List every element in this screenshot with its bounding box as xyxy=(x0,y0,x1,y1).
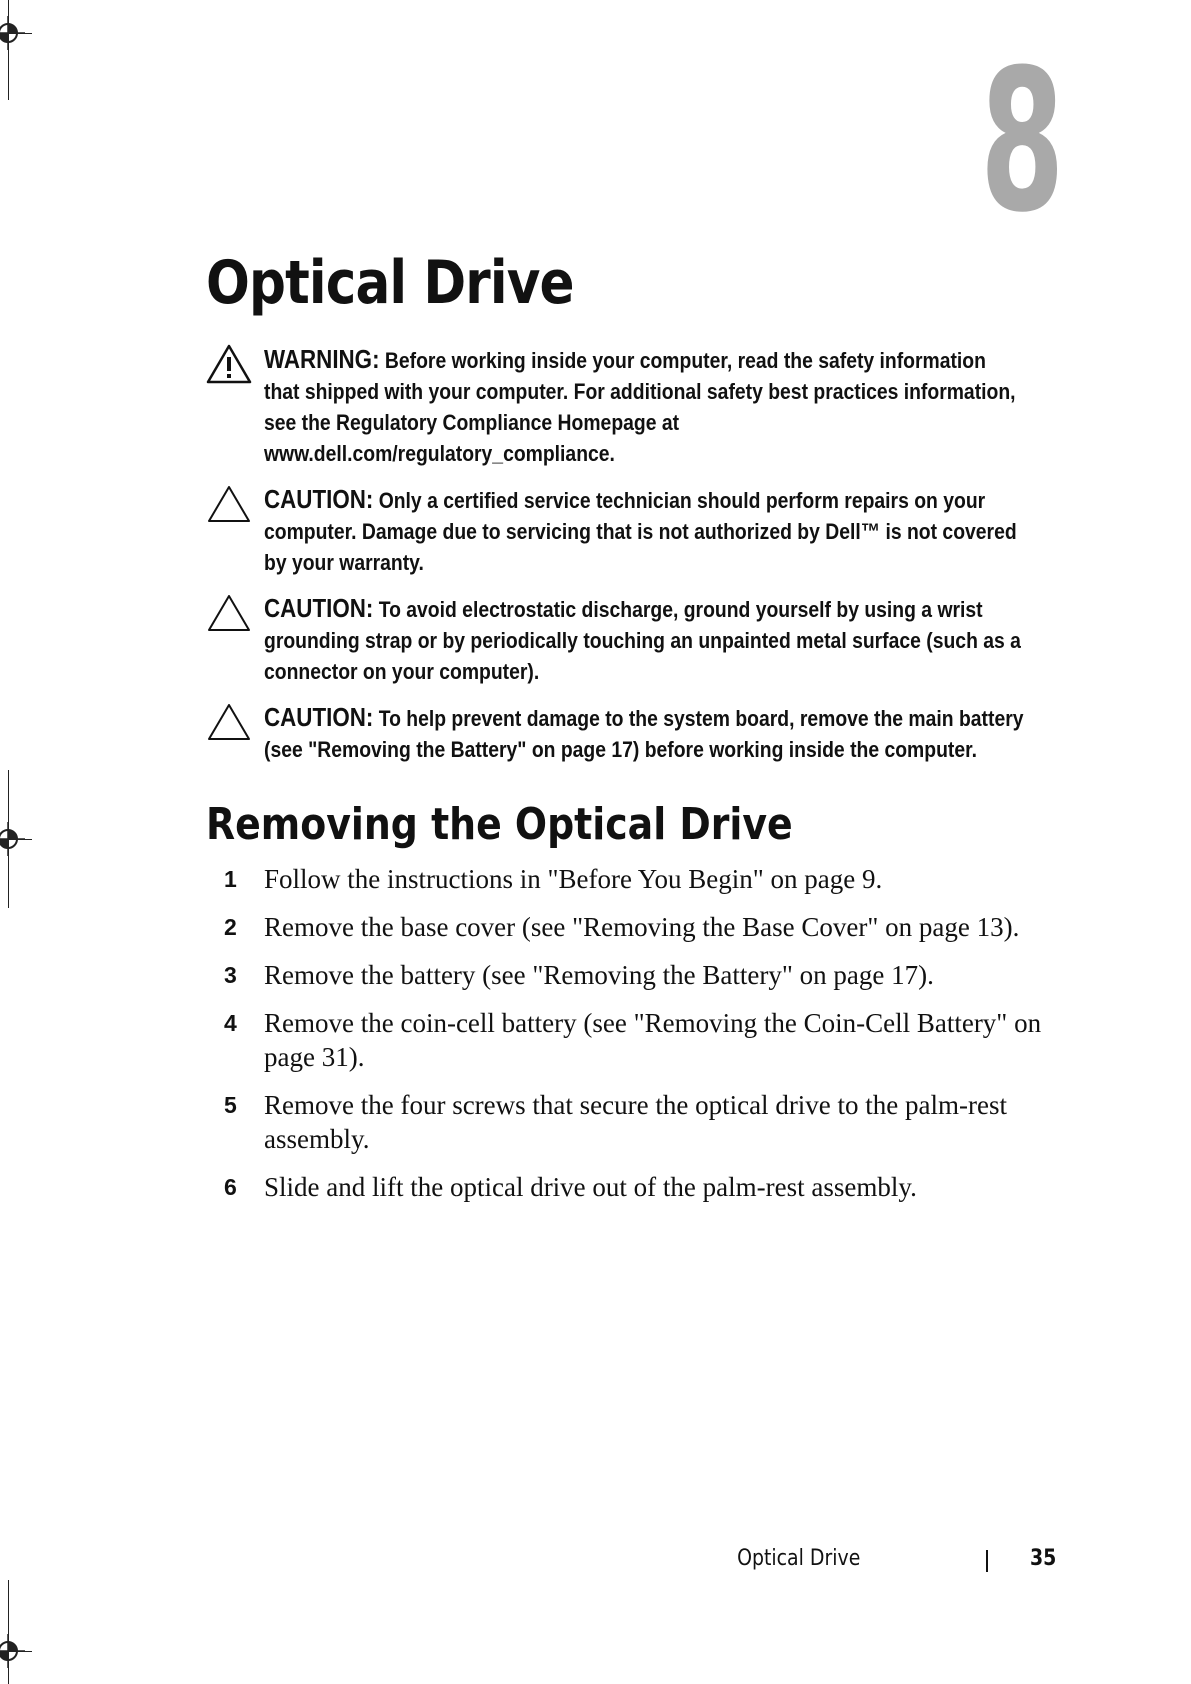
list-item xyxy=(206,958,1086,992)
notice-line: grounding strap or by periodically touching an unpainted metal surface (such as a xyxy=(264,628,1021,653)
footer-separator xyxy=(986,1550,988,1572)
step-text: Remove the base cover (see "Removing the Base Cover" on page 13). xyxy=(264,912,1020,942)
warning-triangle-icon xyxy=(206,344,252,384)
crosshair-icon xyxy=(0,822,25,856)
crosshair-icon xyxy=(0,16,25,50)
notice-line: connector on your computer). xyxy=(264,659,540,684)
step-text: Remove the battery (see "Removing the Battery" on page 17). xyxy=(264,960,934,990)
list-item xyxy=(206,910,1086,944)
notice-line: computer. Damage due to servicing that is not authorized by Dell™ is not covered xyxy=(264,519,1017,544)
list-item xyxy=(206,862,1086,896)
step-number: 4 xyxy=(224,1010,237,1036)
caution-triangle-icon xyxy=(206,593,252,633)
step-text: Remove the coin-cell battery (see "Removing the Coin-Cell Battery" on page 31). xyxy=(264,1008,1042,1072)
caution-label: CAUTION: xyxy=(264,702,374,732)
crosshair-icon xyxy=(0,1634,25,1668)
step-number: 2 xyxy=(224,914,237,940)
step-number: 5 xyxy=(224,1092,237,1118)
page-number: 35 xyxy=(1030,1546,1057,1571)
caution-triangle-icon xyxy=(206,702,252,742)
caution-text xyxy=(264,484,1017,578)
notice-line: Before working inside your computer, read the safety information xyxy=(384,348,986,373)
step-text: Remove the four screws that secure the optical drive to the palm-rest assembly. xyxy=(264,1090,1007,1154)
caution-label: CAUTION: xyxy=(264,593,374,623)
notice-line: www.dell.com/regulatory_compliance. xyxy=(264,441,615,466)
step-number: 1 xyxy=(224,866,237,892)
notice-line: that shipped with your computer. For additional safety best practices information, xyxy=(264,379,1016,404)
step-text: Slide and lift the optical drive out of the palm-rest assembly. xyxy=(264,1172,917,1202)
caution-text xyxy=(264,702,1024,765)
chapter-number: 8 xyxy=(980,28,1065,256)
notice-line: see the Regulatory Compliance Homepage at xyxy=(264,410,680,435)
caution-label: CAUTION: xyxy=(264,484,374,514)
notice-line: To help prevent damage to the system board, remove the main battery xyxy=(378,706,1024,731)
page-title: Optical Drive xyxy=(206,248,574,318)
step-number: 6 xyxy=(224,1174,237,1200)
warning-text xyxy=(264,344,1016,469)
notice-line: Only a certified service technician should perform repairs on your xyxy=(378,488,986,513)
section-heading: Removing the Optical Drive xyxy=(206,799,793,850)
caution-triangle-icon xyxy=(206,484,252,524)
list-item xyxy=(206,1006,1086,1074)
list-item xyxy=(206,1170,1086,1204)
page-footer xyxy=(736,1540,1060,1580)
list-item xyxy=(206,1088,1086,1156)
caution-text xyxy=(264,593,1021,687)
footer-title: Optical Drive xyxy=(736,1546,860,1571)
step-number: 3 xyxy=(224,962,237,988)
notice-line: by your warranty. xyxy=(264,550,424,575)
warning-label: WARNING: xyxy=(264,344,380,374)
step-text: Follow the instructions in "Before You Begin" on page 9. xyxy=(264,864,883,894)
notice-line: To avoid electrostatic discharge, ground yourself by using a wrist xyxy=(378,597,983,622)
procedure-steps xyxy=(206,862,1086,1218)
notice-line: (see "Removing the Battery" on page 17) before working inside the computer. xyxy=(264,737,977,762)
